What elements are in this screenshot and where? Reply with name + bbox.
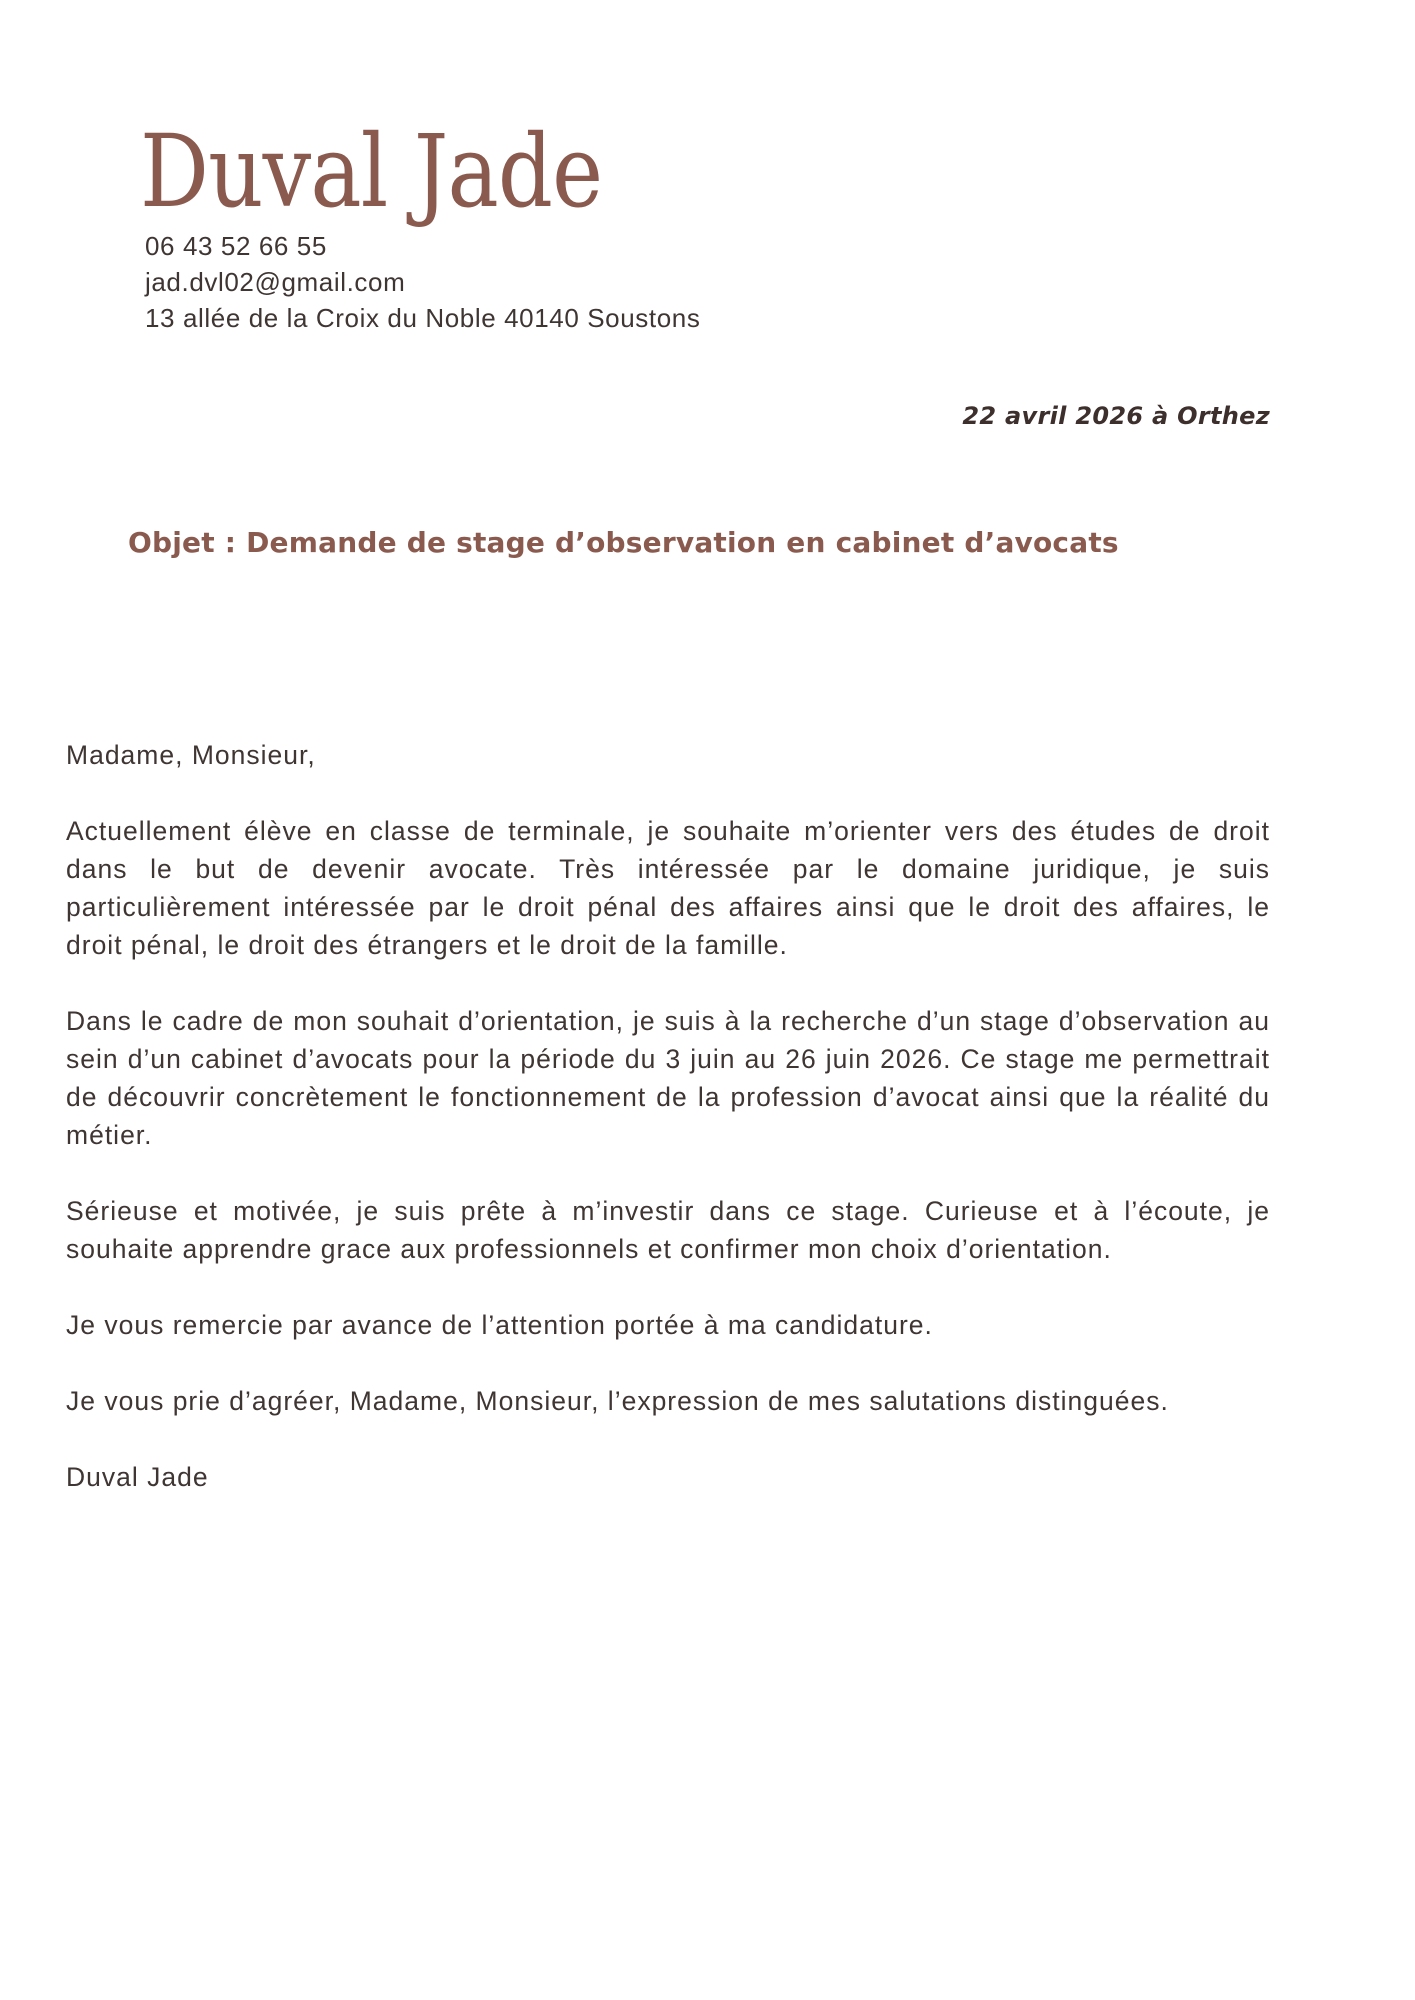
- sender-address: 13 allée de la Croix du Noble 40140 Soustons: [145, 303, 701, 333]
- sender-phone: 06 43 52 66 55: [145, 231, 327, 261]
- paragraph-motivation: Sérieuse et motivée, je suis prête à m’investir dans ce stage. Curieuse et à l’écoute, je souhaite apprendre grace aux professionnels et confirmer mon choix d’orientation.: [66, 1196, 1270, 1264]
- paragraph-request: Dans le cadre de mon souhait d’orientation, je suis à la recherche d’un stage d’observation au sein d’un cabinet d’avocats pour la période du 3 juin au 26 juin 2026. Ce stage me permettrait de découvrir concrètement le fonctionnement de la profession d’avocat ainsi que la réalité du métier.: [66, 1006, 1270, 1150]
- contact-block: [145, 228, 700, 336]
- sender-name: Duval Jade: [140, 113, 603, 230]
- paragraph-intro: Actuellement élève en classe de terminale, je souhaite m’orienter vers des études de droit dans le but de devenir avocate. Très intéressée par le domaine juridique, je suis particulièrement intéressée par le droit pénal des affaires ainsi que le droit des affaires, le droit pénal, le droit des étrangers et le droit de la famille.: [66, 816, 1270, 960]
- letter-subject: Objet : Demande de stage d’observation en cabinet d’avocats: [128, 526, 1119, 559]
- sender-email: jad.dvl02@gmail.com: [145, 267, 406, 297]
- paragraph-closing: Je vous prie d’agréer, Madame, Monsieur, l’expression de mes salutations distinguées.: [66, 1386, 1169, 1416]
- paragraph-thanks: Je vous remercie par avance de l’attention portée à ma candidature.: [66, 1310, 933, 1340]
- letter-body: [66, 736, 1270, 1534]
- signature: Duval Jade: [66, 1462, 209, 1492]
- date-place: 22 avril 2026 à Orthez: [962, 402, 1270, 430]
- salutation: Madame, Monsieur,: [66, 740, 316, 770]
